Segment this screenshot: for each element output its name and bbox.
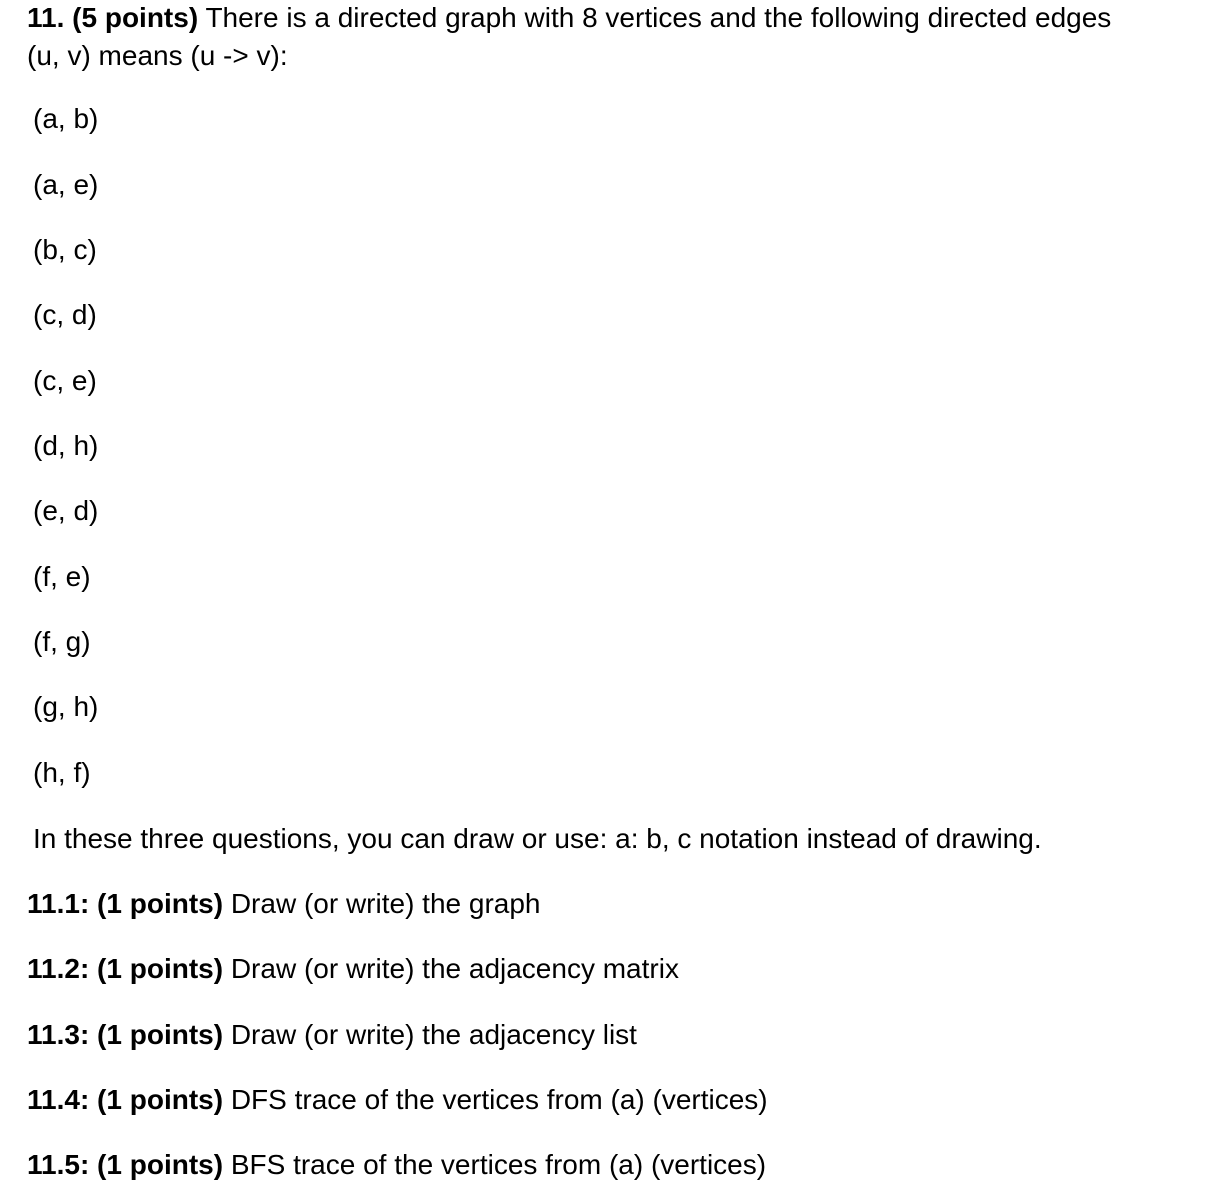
question-label: 11.1: (1 points) — [27, 888, 224, 919]
edge-item: (h, f) — [33, 757, 91, 788]
edge-item: (e, d) — [33, 495, 99, 526]
question-11-4 — [27, 1083, 768, 1117]
edge-item: (d, h) — [33, 430, 99, 461]
problem-heading-line-1 — [27, 0, 1197, 37]
question-label: 11.3: (1 points) — [27, 1019, 224, 1050]
edge-item: (c, e) — [33, 365, 97, 396]
edge-item: (a, b) — [33, 103, 99, 134]
question-11-2 — [27, 952, 679, 986]
edge-item: (g, h) — [33, 691, 99, 722]
notation-note: In these three questions, you can draw or use: a: b, c notation instead of drawing. — [33, 823, 1042, 854]
problem-number-label: 11. (5 points) — [27, 2, 199, 33]
question-text: Draw (or write) the graph — [230, 888, 541, 919]
problem-heading — [27, 0, 1197, 75]
question-11-5 — [27, 1148, 766, 1182]
problem-statement-line-1: There is a directed graph with 8 vertices and the following directed edges — [205, 2, 1112, 33]
edge-item: (f, g) — [33, 626, 91, 657]
question-text: Draw (or write) the adjacency matrix — [230, 953, 679, 984]
question-label: 11.5: (1 points) — [27, 1149, 224, 1180]
question-text: DFS trace of the vertices from (a) (vertices) — [230, 1084, 768, 1115]
question-11-1 — [27, 887, 540, 921]
edge-item: (b, c) — [33, 234, 97, 265]
question-label: 11.2: (1 points) — [27, 953, 224, 984]
edge-item: (a, e) — [33, 169, 99, 200]
question-text: BFS trace of the vertices from (a) (vertices) — [230, 1149, 767, 1180]
edge-item: (c, d) — [33, 299, 97, 330]
question-text: Draw (or write) the adjacency list — [230, 1019, 637, 1050]
edge-item: (f, e) — [33, 561, 91, 592]
problem-statement-line-2: (u, v) means (u -> v): — [27, 40, 288, 71]
question-label: 11.4: (1 points) — [27, 1084, 224, 1115]
question-11-3 — [27, 1018, 637, 1052]
